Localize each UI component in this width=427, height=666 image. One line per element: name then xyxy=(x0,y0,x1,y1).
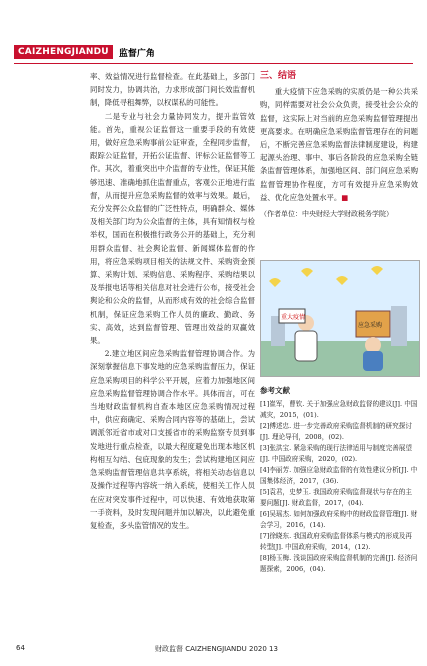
sign-right: 应急采购 xyxy=(358,322,383,329)
reference-item: [6]吴瑶杰. 如何加强政府采购中的财政监督管理[J]. 财会学习，2016，(14). xyxy=(260,510,418,529)
reference-item: [5]袁君，史梦玉. 我国政府采购监督现状与存在的主要问题[J]. 财政监督，2017，(04). xyxy=(260,488,412,507)
paragraph: 2.建立地区间应急采购监督管理协调合作。为深刻掌握信息下事发地的应急采购监督压力，保证应急采购项目的科学公平开展，应着力加强地区间应急采购监督管理协调合作水平。具体而言，可在当地财政监督机构自查本地区应急采购情况过程中，供应商确定、采购合同内容等的基础上，尝试调派邻近省市或对口支援省市的采购监察专员到事发地进行重点检查，以最大程度避免出现本地区机构相互勾结、包庇现象的发生；尝试构建地区间应急采购监督管理信息共享系统，将相关动态信息以及操作过程等内容统一纳入系统，使相关工作人员在应对突发事件过程中，可以快速、有效地获取第一手资料，及时发现问题并加以解决，以此避免重复检查，多头监管情况的发生。 xyxy=(90,349,255,530)
references xyxy=(260,385,418,575)
paragraph: 率、效益情况进行监督检查。在此基础上，多部门同时发力，协调共治，力求形成部门间长效监督机制，降低寻租舞弊，以权谋私的可能性。 xyxy=(90,72,255,108)
paragraph: 二是专业与社会力量协同发力，提升监管效能。首先，重视公证监督这一重要手段的有效使用，做好应急采购事前公证审查，全程同步监督，跟踪公证监督，开拓公证监督、评标公证监督等工作。其次，着重突出中介监督的专业性，保证其能够迅速、准确地抓住监督重点，客观公正地进行监督，从而提升应急采购监督的效率与效果。最后，充分发挥公众监督的广泛性特点，明确群众、媒体及相关部门均为公众监督的主体，具有知情权与检举权，国而在积极推行政务公开的基础上，充分利用群众监督、社会舆论监督、新闻媒体监督的作用，将应急采购项目相关的法规文件、采购资金预算、采购计划、采购信息、采购程序、采购结果以及举报电话等相关信息对社会进行公布，接受社会舆论和公众的监督，从而形成有效的社会综合监督机制，保证应急采购工作人员的廉政、勤政、务实、高效，达到监督管理、管理出效益的双赢效果。 xyxy=(90,111,255,346)
header-rule xyxy=(14,63,413,64)
end-mark: ■ xyxy=(341,192,349,202)
conclusion-paragraph: 重大疫情下应急采购的实质仍是一种公共采购，同样需要对社会公众负责，接受社会公众的监督，这实际上对当前的应急采购监督管理提出更高要求。在明确应急采购监督管理存在的问题后，不断完善应急采购监督法律制度建设，构建起源头治理、事中、事后各阶段的应急采购全链条监督管理体系，加强地区间、部门间应急采购监督管理协作程度，方可有效提升应急采购效益、优化应急处置水平。■ xyxy=(260,87,418,202)
reference-item: [7]徐晓东. 我国政府采购监督体系与模式的形成及再转型[J]. 中国政府采购，2014，(12). xyxy=(260,532,412,551)
page-footer xyxy=(0,640,427,660)
author-affiliation: （作者单位：中央财经大学财政税务学院） xyxy=(260,210,393,219)
section-name: 监督广角 xyxy=(118,48,155,59)
page-header xyxy=(14,42,155,62)
footer-journal: 财政监督 CAIZHENGJIANDU 2020 13 xyxy=(155,645,278,653)
section-heading: 三、结语 xyxy=(260,71,297,81)
reference-item: [2]傅述忠. 进一步完善政府采购监督机制的研究探讨[J]. 理论导刊，2008，(02). xyxy=(260,422,412,441)
reference-item: [1]崔军，曹钦. 关于加强应急财政监督的建议[J]. 中国减灾，2015，(01). xyxy=(260,400,418,419)
right-column xyxy=(260,70,418,221)
references-title: 参考文献 xyxy=(260,386,290,395)
reference-item: [3]张洪宝. 紧急采购的现行法律适用与制度完善展望[J]. 中国政府采购，2020，(02). xyxy=(260,444,412,463)
cartoon-illustration xyxy=(260,260,420,377)
page-number: 64 xyxy=(16,644,25,652)
reference-item: [4]李丽芳. 加强应急财政监督的有效性建议分析[J]. 中国集体经济，2017，(36). xyxy=(260,466,418,485)
reference-item: [8]杨玉梅. 浅谈国政府采购监督机制的完善[J]. 经济问题探索，2006，(04). xyxy=(260,554,418,573)
journal-logo: CAIZHENGJIANDU xyxy=(14,45,113,59)
left-column xyxy=(90,70,255,532)
sign-left: 重大疫情 xyxy=(281,314,306,321)
